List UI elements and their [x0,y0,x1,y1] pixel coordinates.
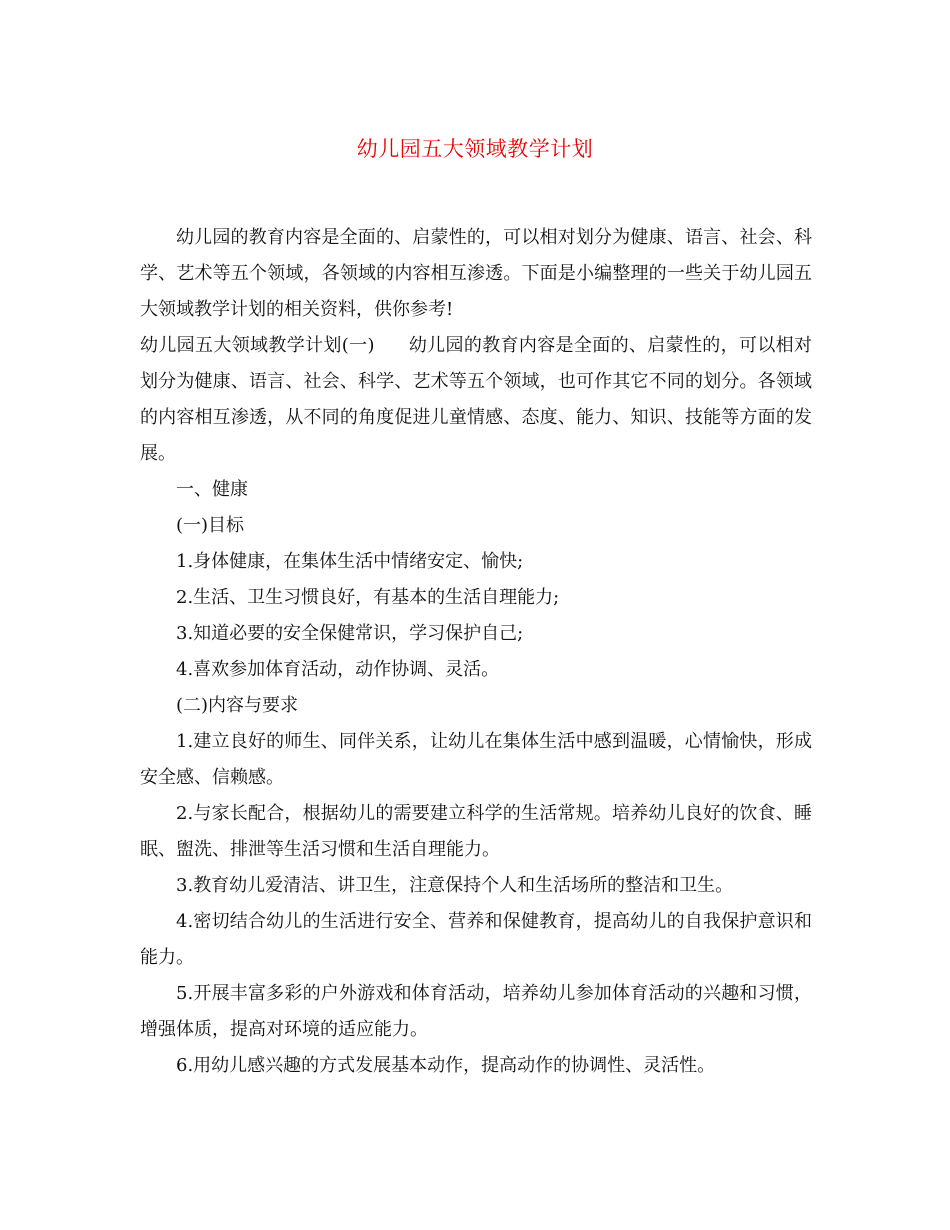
section1-heading: 幼儿园五大领域教学计划(一) [140,335,375,356]
goal-item: 1.身体健康，在集体生活中情绪安定、愉快; [176,551,524,572]
document-body [140,220,812,1084]
content-item: 1.建立良好的师生、同伴关系，让幼儿在集体生活中感到温暖，心情愉快，形成安全感、信赖感。 [140,731,812,788]
document-title: 幼儿园五大领域教学计划 [356,137,594,161]
goal-item: 2.生活、卫生习惯良好，有基本的生活自理能力; [176,587,560,608]
content-item: 2.与家长配合，根据幼儿的需要建立科学的生活常规。培养幼儿良好的饮食、睡眠、盥洗、排泄等生活习惯和生活自理能力。 [140,803,812,860]
goal-item: 3.知道必要的安全保健常识，学习保护自己; [176,623,524,644]
section1-text: 幼儿园的教育内容是全面的、启蒙性的，可以相对划分为健康、语言、社会、科学、艺术等五个领域，也可作其它不同的划分。各领域的内容相互渗透，从不同的角度促进儿童情感、态度、能力、知识、技能等方面的发展。 [140,335,812,464]
section1-paragraph [140,328,812,472]
content-item: 3.教育幼儿爱清洁、讲卫生，注意保持个人和生活场所的整洁和卫生。 [176,875,734,896]
content-item: 6.用幼儿感兴趣的方式发展基本动作，提高动作的协调性、灵活性。 [176,1055,716,1076]
content-item: 5.开展丰富多彩的户外游戏和体育活动，培养幼儿参加体育活动的兴趣和习惯，增强体质，提高对环境的适应能力。 [140,983,812,1040]
health-heading: 一、健康 [176,479,248,500]
goals-heading: (一)目标 [176,515,245,536]
content-item: 4.密切结合幼儿的生活进行安全、营养和保健教育，提高幼儿的自我保护意识和能力。 [140,911,812,968]
content-heading: (二)内容与要求 [176,695,299,716]
goal-item: 4.喜欢参加体育活动，动作协调、灵活。 [176,659,500,680]
intro-paragraph: 幼儿园的教育内容是全面的、启蒙性的，可以相对划分为健康、语言、社会、科学、艺术等五个领域，各领域的内容相互渗透。下面是小编整理的一些关于幼儿园五大领域教学计划的相关资料，供你参考! [140,227,812,320]
